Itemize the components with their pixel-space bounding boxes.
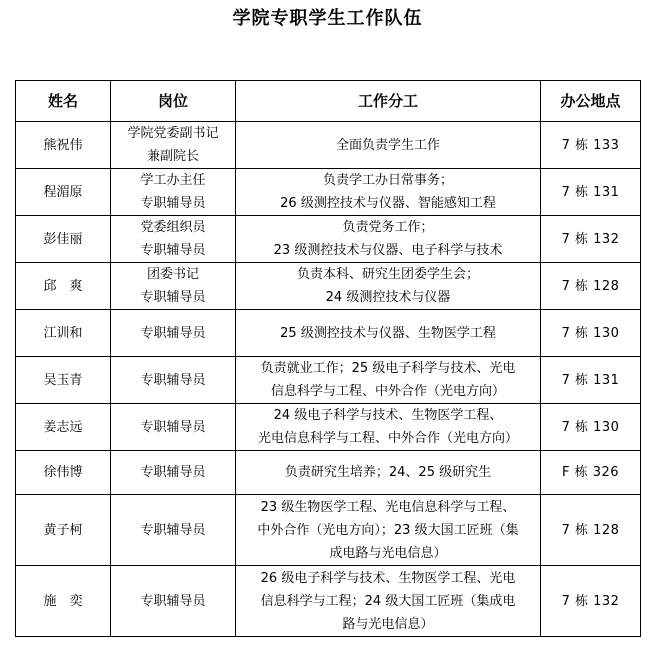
table-row [16, 263, 641, 310]
cell-post: 专职辅导员 [111, 404, 236, 451]
cell-name: 吴玉青 [16, 357, 111, 404]
table-row [16, 357, 641, 404]
cell-name: 施 奕 [16, 566, 111, 637]
cell-name: 熊祝伟 [16, 122, 111, 169]
cell-office: 7 栋 131 [541, 357, 641, 404]
cell-name: 江训和 [16, 310, 111, 357]
header-name: 姓名 [16, 81, 111, 122]
cell-office: 7 栋 133 [541, 122, 641, 169]
cell-post: 专职辅导员 [111, 310, 236, 357]
staff-table [15, 80, 641, 637]
cell-duty: 25 级测控技术与仪器、生物医学工程 [236, 310, 541, 357]
header-office: 办公地点 [541, 81, 641, 122]
cell-post: 学院党委副书记 兼副院长 [111, 122, 236, 169]
cell-duty: 全面负责学生工作 [236, 122, 541, 169]
table-row [16, 566, 641, 637]
cell-name: 彭佳丽 [16, 216, 111, 263]
cell-duty: 负责本科、研究生团委学生会； 24 级测控技术与仪器 [236, 263, 541, 310]
cell-post: 党委组织员 专职辅导员 [111, 216, 236, 263]
cell-duty: 负责学工办日常事务； 26 级测控技术与仪器、智能感知工程 [236, 169, 541, 216]
cell-name: 黄子柯 [16, 495, 111, 566]
cell-post: 专职辅导员 [111, 357, 236, 404]
cell-name: 姜志远 [16, 404, 111, 451]
cell-office: 7 栋 128 [541, 263, 641, 310]
cell-office: 7 栋 130 [541, 404, 641, 451]
cell-post: 专职辅导员 [111, 495, 236, 566]
table-row [16, 404, 641, 451]
table-row [16, 495, 641, 566]
cell-office: 7 栋 130 [541, 310, 641, 357]
header-duty: 工作分工 [236, 81, 541, 122]
table-row [16, 216, 641, 263]
cell-office: 7 栋 132 [541, 566, 641, 637]
header-post: 岗位 [111, 81, 236, 122]
cell-name: 邱 爽 [16, 263, 111, 310]
table-row [16, 310, 641, 357]
cell-office: 7 栋 131 [541, 169, 641, 216]
cell-office: 7 栋 132 [541, 216, 641, 263]
cell-duty: 负责研究生培养；24、25 级研究生 [236, 451, 541, 495]
cell-post: 专职辅导员 [111, 451, 236, 495]
cell-duty: 负责党务工作； 23 级测控技术与仪器、电子科学与技术 [236, 216, 541, 263]
cell-office: F 栋 326 [541, 451, 641, 495]
table-row [16, 451, 641, 495]
cell-duty: 负责就业工作；25 级电子科学与技术、光电 信息科学与工程、中外合作（光电方向） [236, 357, 541, 404]
table-row [16, 122, 641, 169]
cell-post: 学工办主任 专职辅导员 [111, 169, 236, 216]
cell-post: 专职辅导员 [111, 566, 236, 637]
cell-name: 程湄原 [16, 169, 111, 216]
cell-post: 团委书记 专职辅导员 [111, 263, 236, 310]
cell-duty: 26 级电子科学与技术、生物医学工程、光电 信息科学与工程；24 级大国工匠班（集成电 路与光电信息） [236, 566, 541, 637]
cell-office: 7 栋 128 [541, 495, 641, 566]
cell-duty: 24 级电子科学与技术、生物医学工程、 光电信息科学与工程、中外合作（光电方向） [236, 404, 541, 451]
cell-name: 徐伟博 [16, 451, 111, 495]
cell-duty: 23 级生物医学工程、光电信息科学与工程、 中外合作（光电方向）；23 级大国工匠班（集 成电路与光电信息） [236, 495, 541, 566]
page-title: 学院专职学生工作队伍 [232, 8, 423, 29]
table-row [16, 169, 641, 216]
table-header-row [16, 81, 641, 122]
